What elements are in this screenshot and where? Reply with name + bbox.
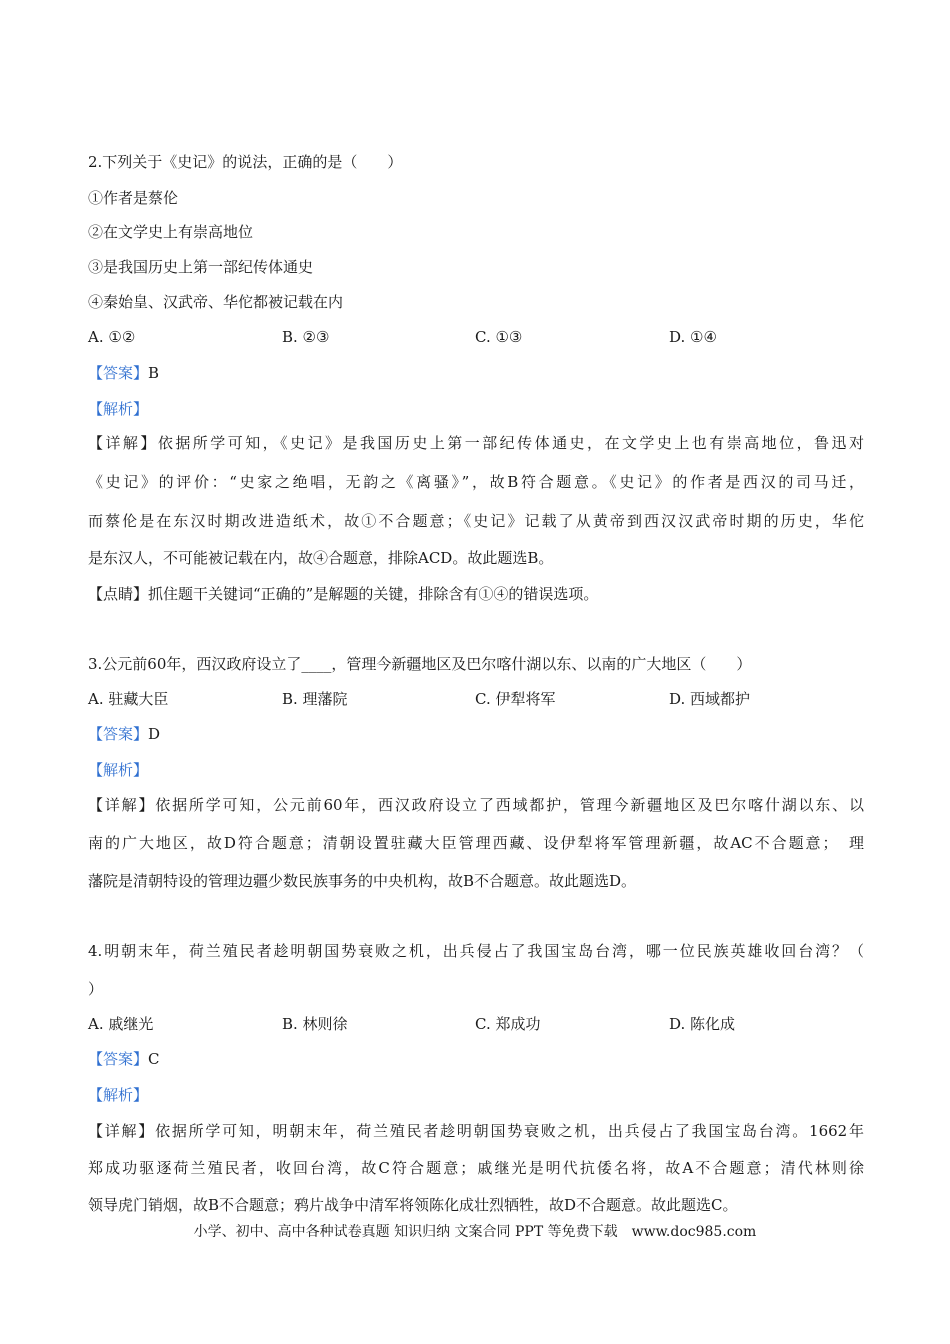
analysis-tag: 【解析】: [88, 1086, 149, 1104]
answer-tag: 【答案】: [88, 725, 149, 743]
answer-tag: 【答案】: [88, 364, 149, 382]
q4-detail-line-1: [88, 1121, 864, 1141]
q2-answer: [88, 363, 159, 383]
q2-detail-line-4: 是东汉人，不可能被记载在内，故④合题意，排除ACD。故此题选B。: [88, 549, 554, 567]
q2-analysis-heading: [88, 399, 148, 419]
q3-analysis-heading: [88, 760, 148, 780]
q4-detail-line-3: 领导虎门销烟，故B不合题意；鸦片战争中清军将领陈化成壮烈牺牲，故D不合题意。故此题选C。: [88, 1196, 738, 1214]
analysis-tag: 【解析】: [88, 400, 149, 418]
q4-option-d: D. 陈化成: [669, 1015, 736, 1033]
q3-option-c: C. 伊犁将军: [475, 690, 556, 708]
q3-stem: 3.公元前60年，西汉政府设立了____，管理今新疆地区及巴尔喀什湖以东、以南的广大地区（ ）: [88, 655, 752, 673]
q3-detail-line-2: 南的广大地区，故D符合题意；清朝设置驻藏大臣管理西藏、设伊犁将军管理新疆，故AC不合题意； 理: [88, 834, 864, 852]
q4-analysis-heading: [88, 1085, 148, 1105]
q4-stem-line-1: 4.明朝末年，荷兰殖民者趁明朝国势衰败之机，出兵侵占了我国宝岛台湾，哪一位民族英雄收回台湾？（: [88, 942, 864, 960]
q2-detail-line-3: 而蔡伦是在东汉时期改进造纸术，故①不合题意；《史记》记载了从黄帝到西汉汉武帝时期的历史，华佗: [88, 512, 864, 530]
q2-option-a: A. ①②: [88, 328, 136, 346]
page-footer: 小学、初中、高中各种试卷真题 知识归纳 文案合同 PPT 等免费下载 www.doc985.com: [193, 1224, 757, 1240]
q2-option-d: D. ①④: [669, 328, 717, 346]
q2-detail-line-2: 《史记》的评价：“史家之绝唱，无韵之《离骚》”，故B符合题意。《史记》的作者是西汉的司马迁，: [88, 473, 864, 491]
q2-option-b: B. ②③: [282, 328, 330, 346]
q4-answer: [88, 1049, 160, 1069]
q4-stem-line-2: ）: [88, 980, 104, 998]
q3-option-d: D. 西域都护: [669, 690, 751, 708]
q3-answer: [88, 724, 160, 744]
q3-detail-line-1: [88, 795, 864, 815]
q2-tip: [88, 584, 598, 604]
analysis-tag: 【解析】: [88, 761, 149, 779]
q4-option-b: B. 林则徐: [282, 1015, 348, 1033]
q2-statement-1: ①作者是蔡伦: [88, 189, 179, 207]
q3-detail-text-1: 依据所学可知，公元前60年，西汉政府设立了西域都护，管理今新疆地区及巴尔喀什湖以东、以: [155, 796, 864, 814]
q3-option-b: B. 理藩院: [282, 690, 348, 708]
q2-detail-line-1: [88, 433, 864, 453]
q2-statement-3: ③是我国历史上第一部纪传体通史: [88, 258, 314, 276]
q2-answer-value: B: [148, 364, 160, 382]
answer-tag: 【答案】: [88, 1050, 149, 1068]
q2-tip-text: 抓住题干关键词“正确的”是解题的关键，排除含有①④的错误选项。: [148, 585, 599, 603]
tip-tag: 【点睛】: [88, 585, 149, 603]
q2-detail-text-1: 依据所学可知，《史记》是我国历史上第一部纪传体通史，在文学史上也有崇高地位，鲁迅对: [157, 434, 864, 452]
q3-answer-value: D: [148, 725, 161, 743]
q2-statement-4: ④秦始皇、汉武帝、华佗都被记载在内: [88, 293, 344, 311]
detail-tag: 【详解】: [88, 796, 156, 814]
q4-answer-value: C: [148, 1050, 160, 1068]
q4-option-a: A. 戚继光: [88, 1015, 154, 1033]
detail-tag: 【详解】: [88, 1122, 156, 1140]
q4-option-c: C. 郑成功: [475, 1015, 541, 1033]
q4-detail-text-1: 依据所学可知，明朝末年，荷兰殖民者趁明朝国势衰败之机，出兵侵占了我国宝岛台湾。1662年: [155, 1122, 864, 1140]
detail-tag: 【详解】: [88, 434, 158, 452]
q2-statement-2: ②在文学史上有崇高地位: [88, 223, 254, 241]
q3-option-a: A. 驻藏大臣: [88, 690, 169, 708]
q2-stem: 2.下列关于《史记》的说法，正确的是（ ）: [88, 153, 403, 171]
q4-detail-line-2: 郑成功驱逐荷兰殖民者，收回台湾，故C符合题意；戚继光是明代抗倭名将，故A不合题意；清代林则徐: [88, 1159, 864, 1177]
q2-option-c: C. ①③: [475, 328, 523, 346]
q3-detail-line-3: 藩院是清朝特设的管理边疆少数民族事务的中央机构，故B不合题意。故此题选D。: [88, 872, 637, 890]
